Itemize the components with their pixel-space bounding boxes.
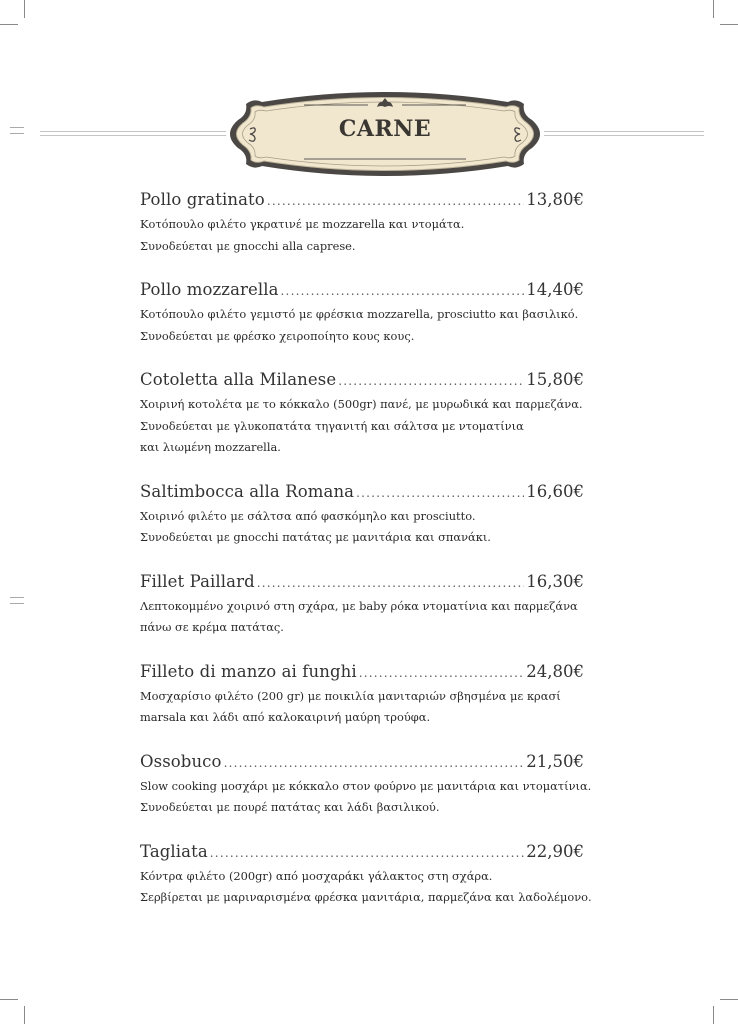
menu-item [140, 662, 584, 729]
crop-mark-bottom-right-v [713, 1006, 714, 1024]
dot-leader [257, 576, 525, 590]
crop-mark-top-right-v [713, 0, 714, 18]
crop-mark-top-left-h [0, 24, 18, 25]
menu-item-header [140, 662, 584, 686]
dot-leader [281, 284, 525, 298]
menu-item-description [140, 776, 592, 819]
dot-leader [356, 486, 524, 500]
menu-item-header [140, 190, 584, 214]
menu-item-name: Ossobuco [140, 751, 222, 771]
description-line: marsala και λάδι από καλοκαιρινή μαύρη τρούφα. [140, 710, 431, 724]
description-line: Συνοδεύεται με gnocchi πατάτας με μανιτάρια και σπανάκι. [140, 530, 491, 544]
description-line: Μοσχαρίσιο φιλέτο (200 gr) με ποικιλία μανιταριών σβησμένα με κρασί [140, 688, 561, 703]
title-badge [222, 88, 548, 180]
crop-mark-bottom-right-h [720, 999, 738, 1000]
menu-item-description [140, 506, 584, 549]
header-rule-right-2 [544, 135, 704, 136]
description-line: πάνω σε κρέμα πατάτας. [140, 620, 284, 634]
menu-item-description [140, 866, 592, 909]
menu-item [140, 280, 584, 347]
description-line: Slow cooking μοσχάρι με κόκκαλο στον φούρνο με μανιτάρια και ντοματίνια. [140, 778, 592, 793]
dot-leader [210, 846, 524, 860]
menu-item-price: 16,30€ [526, 571, 584, 591]
menu-item-description [140, 686, 584, 729]
menu-item-description [140, 214, 584, 257]
dot-leader [224, 756, 525, 770]
menu-list [140, 190, 592, 932]
description-line: Συνοδεύεται με πουρέ πατάτας και λάδι βασιλικού. [140, 800, 440, 814]
menu-item [140, 482, 584, 549]
crop-mark-bottom-left-v [24, 1006, 25, 1024]
dot-leader [267, 194, 524, 208]
menu-item-price: 15,80€ [526, 370, 584, 389]
menu-item-price: 22,90€ [526, 841, 584, 861]
fold-mark-mid-1 [10, 597, 24, 598]
description-line: Χοιρινή κοτολέτα με το κόκκαλο (500gr) πανέ, με μυρωδικά και παρμεζάνα. [140, 397, 583, 411]
menu-item [140, 572, 584, 639]
description-line: και λιωμένη mozzarella. [140, 440, 281, 454]
dot-leader [359, 666, 525, 680]
menu-item-price: 24,80€ [526, 661, 584, 681]
fold-mark-mid-2 [10, 603, 24, 604]
description-line: Σερβίρεται με μαριναρισμένα φρέσκα μανιτάρια, παρμεζάνα και λαδολέμονο. [140, 890, 592, 904]
menu-item-description [140, 596, 584, 639]
description-line: Συνοδεύεται με γλυκοπατάτα τηγανιτή και σάλτσα με ντοματίνια [140, 418, 524, 433]
menu-item-name: Filleto di manzo ai funghi [140, 661, 357, 681]
menu-item-description [140, 304, 584, 347]
description-line: Κόντρα φιλέτο (200gr) από μοσχαράκι γάλακτος στη σχάρα. [140, 868, 493, 883]
menu-item-price: 21,50€ [526, 751, 584, 771]
menu-item-header [140, 572, 584, 596]
dot-leader [338, 374, 524, 388]
header-rule-left-2 [40, 135, 226, 136]
menu-item-name: Fillet Paillard [140, 571, 255, 591]
menu-item-header [140, 482, 584, 506]
description-line: Συνοδεύεται με φρέσκο χειροποίητο κους κους. [140, 328, 415, 343]
menu-item-header [140, 752, 584, 776]
section-header [0, 88, 738, 180]
menu-item [140, 190, 584, 257]
menu-item-name: Pollo gratinato [140, 190, 265, 209]
menu-item-name: Tagliata [140, 841, 208, 861]
header-rule-right [544, 131, 704, 132]
description-line: Χοιρινό φιλέτο με σάλτσα από φασκόμηλο και prosciutto. [140, 508, 476, 523]
crop-mark-bottom-left-h [0, 999, 18, 1000]
crop-mark-top-right-h [720, 24, 738, 25]
menu-item-description [140, 394, 584, 459]
menu-item [140, 841, 592, 909]
menu-item-price: 14,40€ [526, 280, 584, 299]
description-line: Συνοδεύεται με gnocchi alla caprese. [140, 238, 356, 253]
menu-item-price: 16,60€ [526, 481, 584, 501]
menu-item [140, 370, 584, 459]
menu-item-header [140, 280, 584, 304]
menu-item-price: 13,80€ [526, 190, 584, 209]
section-title: CARNE [338, 116, 432, 142]
crop-mark-top-left-v [24, 0, 25, 18]
menu-item-name: Cotoletta alla Milanese [140, 370, 337, 389]
header-rule-left [40, 131, 226, 132]
menu-item-header [140, 842, 584, 866]
menu-item [140, 751, 592, 819]
description-line: Λεπτοκομμένο χοιρινό στη σχάρα, με baby ρόκα ντοματίνια και παρμεζάνα [140, 598, 578, 613]
menu-item-name: Pollo mozzarella [140, 280, 279, 299]
menu-item-name: Saltimbocca alla Romana [140, 481, 355, 501]
menu-item-header [140, 370, 584, 394]
description-line: Κοτόπουλο φιλέτο γεμιστό με φρέσκια mozzarella, prosciutto και βασιλικό. [140, 307, 579, 321]
description-line: Κοτόπουλο φιλέτο γκρατινέ με mozzarella και ντομάτα. [140, 217, 465, 231]
